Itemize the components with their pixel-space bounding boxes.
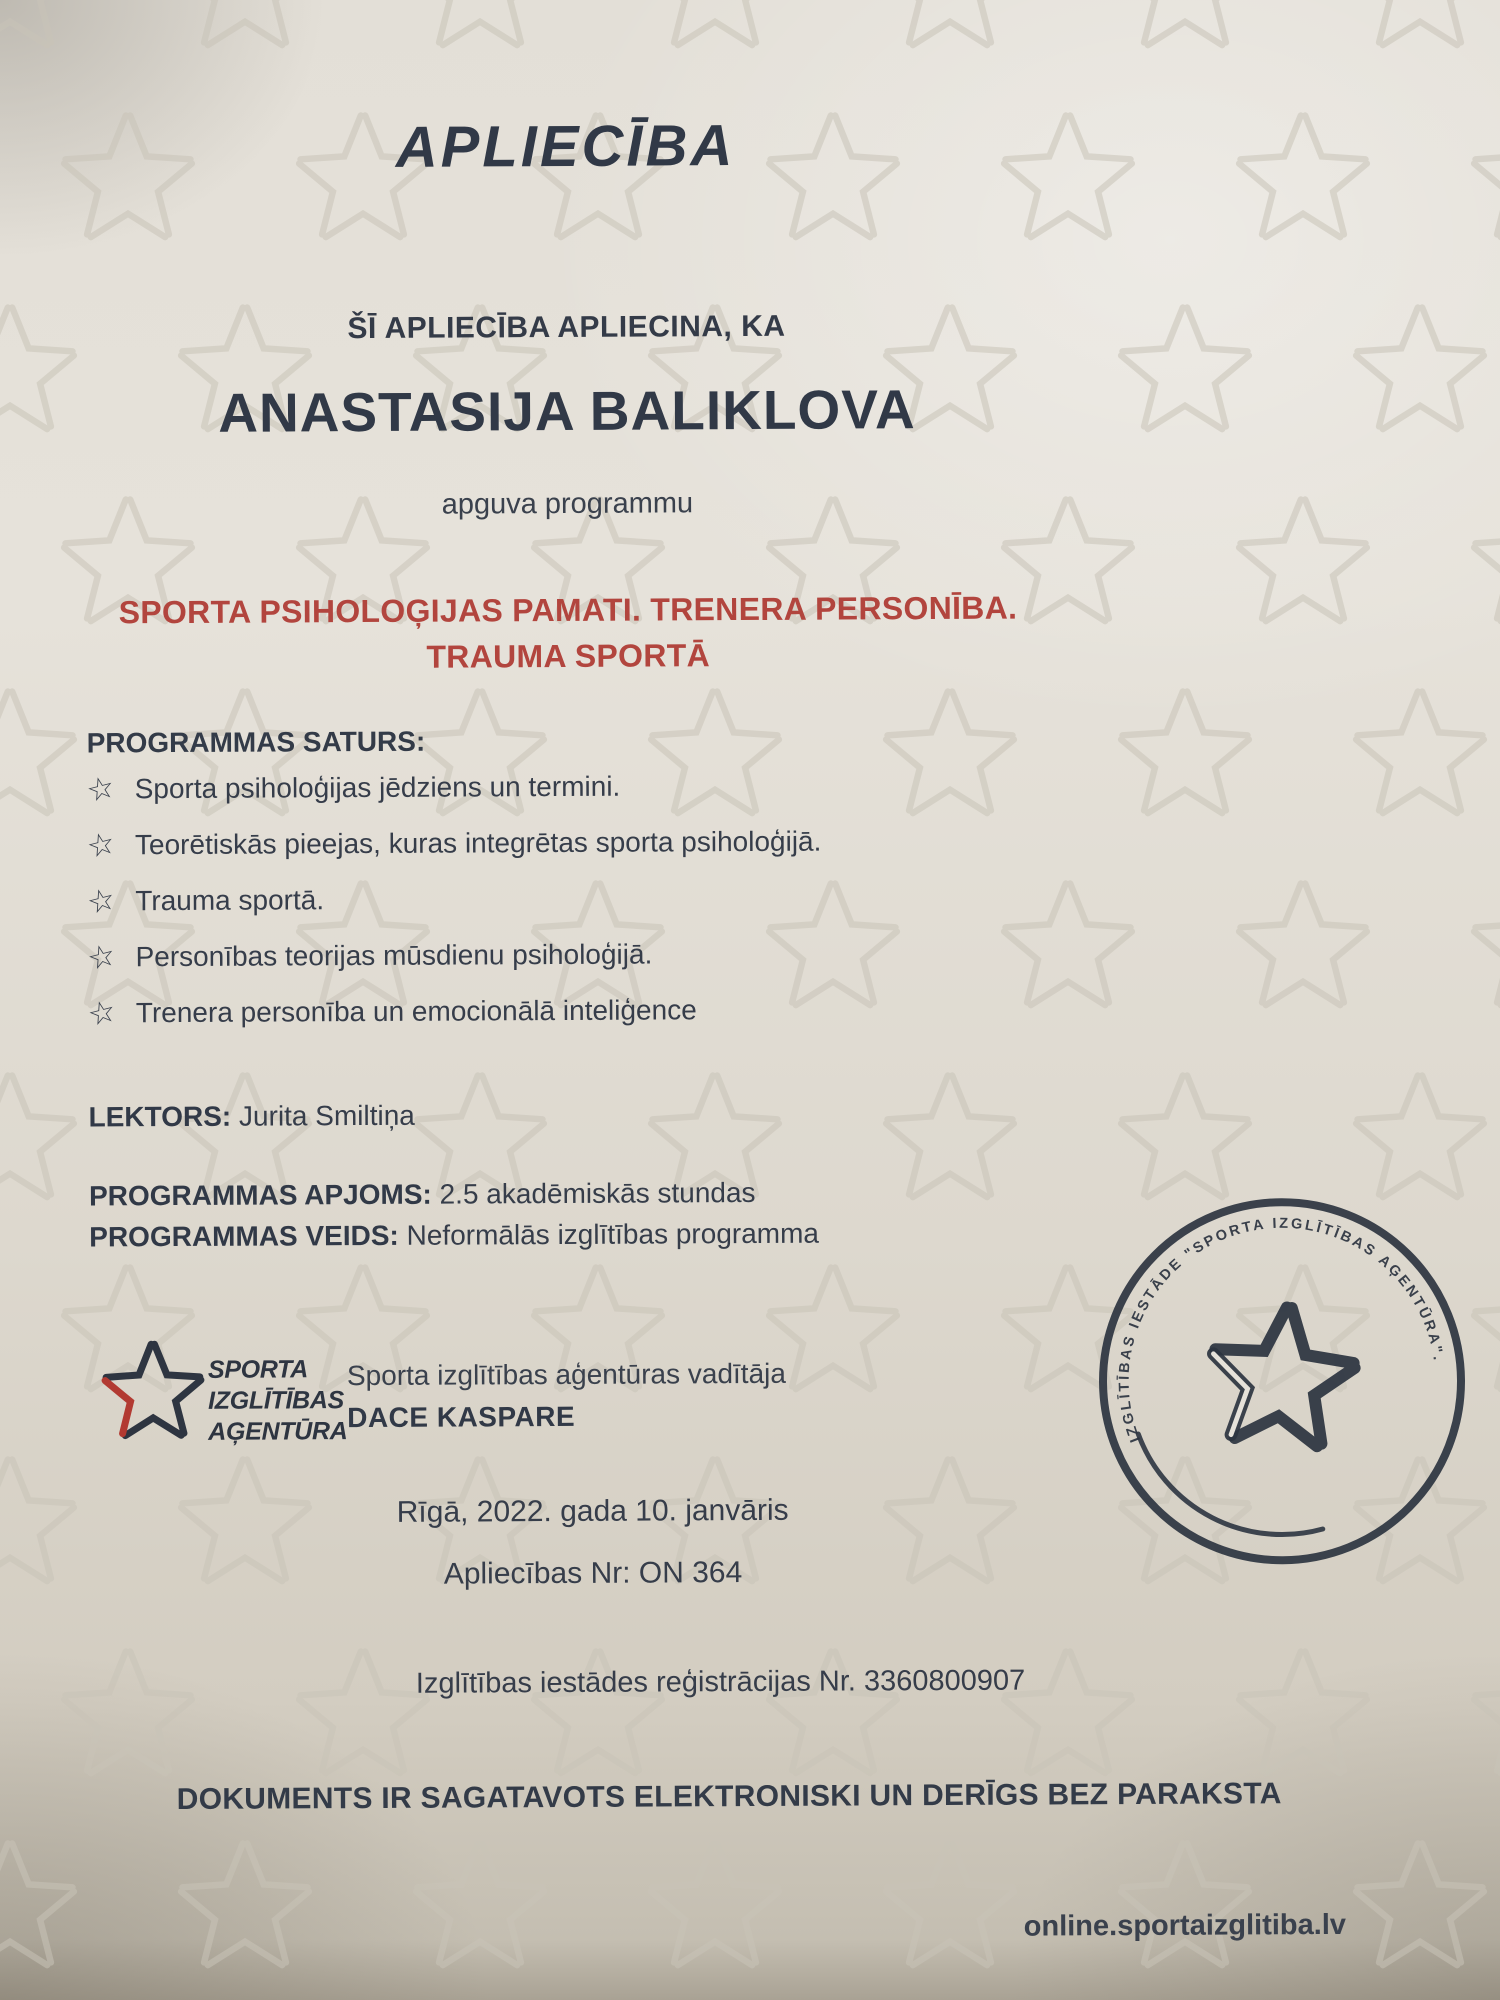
list-item bbox=[83, 878, 1137, 923]
certificate-statement: ŠĪ APLIECĪBA APLIECINA, KA bbox=[347, 309, 786, 346]
website-url: online.sportaizglitiba.lv bbox=[1023, 1908, 1347, 1943]
program-title bbox=[68, 584, 1068, 681]
issue-date: Rīgā, 2022. gada 10. janvāris bbox=[396, 1493, 789, 1529]
lecturer-name: Jurita Smiltiņa bbox=[238, 1099, 415, 1132]
lecturer-label: LEKTORS: bbox=[88, 1100, 232, 1133]
list-item bbox=[83, 822, 1137, 867]
program-meta bbox=[89, 1172, 819, 1258]
stamp-curved-text: IZGLĪTĪBAS IESTĀDE "SPORTA IZGLĪTĪBAS AĢENTŪRA". bbox=[1116, 1215, 1447, 1445]
star-outline-icon: ☆ bbox=[84, 992, 120, 1035]
document-title: APLIECĪBA bbox=[395, 113, 736, 180]
signature-name: DACE KASPARE bbox=[347, 1400, 576, 1434]
program-type-label: PROGRAMMAS VEIDS: bbox=[89, 1219, 399, 1253]
signature-role: Sporta izglītības aģentūras vadītāja bbox=[346, 1357, 786, 1392]
agency-logo-line2: IZGLĪTĪBAS bbox=[208, 1386, 345, 1415]
star-outline-icon: ☆ bbox=[83, 880, 120, 923]
segmented-star-logo-icon bbox=[94, 1335, 213, 1454]
program-content-list bbox=[82, 766, 1138, 1051]
agency-logo-line3: AĢENTŪRA bbox=[208, 1417, 348, 1446]
program-volume-row bbox=[89, 1172, 819, 1217]
star-outline-icon: ☆ bbox=[82, 768, 119, 811]
certificate-number: Apliecības Nr: ON 364 bbox=[443, 1556, 743, 1591]
program-volume-label: PROGRAMMAS APJOMS: bbox=[88, 1178, 432, 1212]
list-item-text: Sporta psiholoģijas jēdziens un termini. bbox=[134, 770, 621, 805]
program-type-value: Neformālās izglītības programma bbox=[406, 1217, 820, 1251]
list-item-text: Personības teorijas mūsdienu psiholoģijā. bbox=[135, 938, 653, 973]
list-item-text: Trauma sportā. bbox=[135, 884, 325, 917]
recipient-name: ANASTASIJA BALIKLOVA bbox=[218, 378, 916, 444]
registration-number: Izglītības iestādes reģistrācijas Nr. 3360800907 bbox=[415, 1664, 1026, 1700]
list-item bbox=[82, 766, 1137, 811]
program-title-line1: SPORTA PSIHOLOĢIJAS PAMATI. TRENERA PERSONĪBA. bbox=[118, 589, 1018, 631]
program-volume-value: 2.5 akadēmiskās stundas bbox=[439, 1176, 756, 1210]
agency-logo-text bbox=[208, 1354, 348, 1448]
validity-note: DOKUMENTS IR SAGATAVOTS ELEKTRONISKI UN DERĪGS BEZ PARAKSTA bbox=[176, 1777, 1282, 1817]
list-item-text: Trenera personība un emocionālā inteliģence bbox=[135, 994, 697, 1029]
star-outline-icon: ☆ bbox=[83, 824, 119, 867]
program-content-heading: PROGRAMMAS SATURS: bbox=[86, 725, 426, 759]
agency-logo-line1: SPORTA bbox=[207, 1355, 309, 1384]
program-type-row bbox=[89, 1213, 819, 1258]
program-title-line2: TRAUMA SPORTĀ bbox=[426, 637, 711, 675]
lecturer-row bbox=[89, 1100, 415, 1134]
star-outline-icon: ☆ bbox=[83, 936, 120, 979]
agency-stamp bbox=[1093, 1192, 1471, 1570]
list-item-text: Teorētiskās pieejas, kuras integrētas sporta psiholoģijā. bbox=[134, 825, 822, 861]
list-item bbox=[83, 934, 1138, 979]
completed-label: apguva programmu bbox=[441, 487, 694, 521]
stamp-outer-ring bbox=[1102, 1201, 1462, 1561]
list-item bbox=[84, 990, 1138, 1035]
